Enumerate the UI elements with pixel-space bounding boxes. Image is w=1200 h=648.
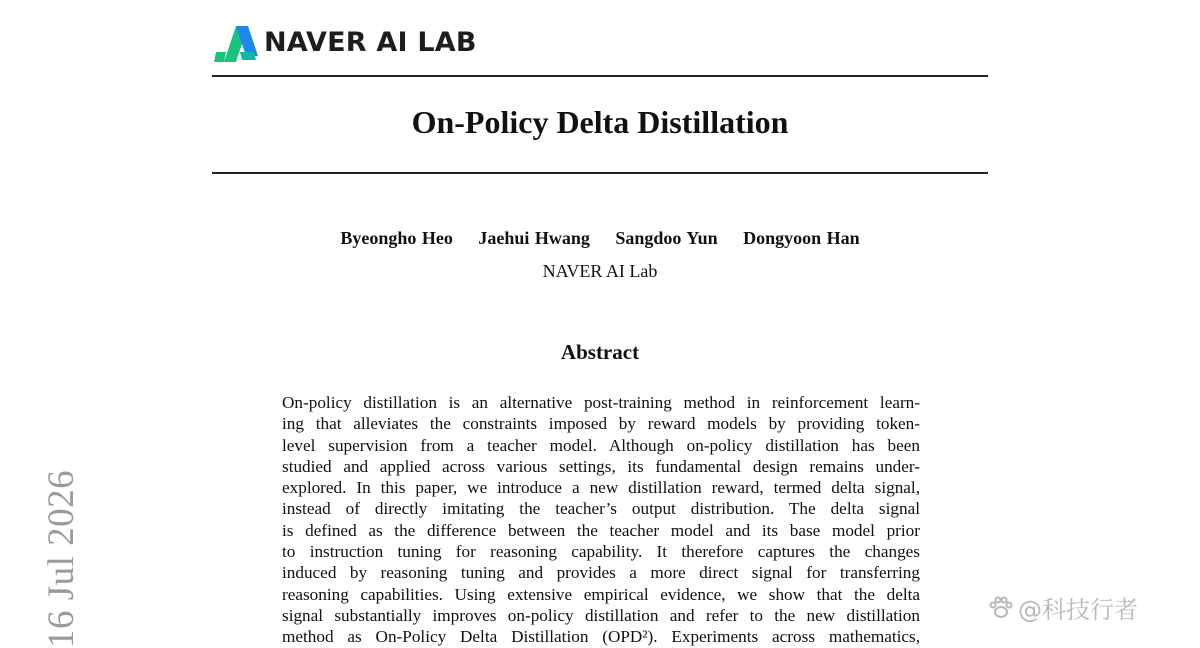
author-name: Jaehui Hwang	[478, 228, 590, 248]
abstract-body	[282, 392, 920, 648]
abstract-line: instead of directly imitating the teacher’s output distribution. The delta signal	[282, 499, 920, 519]
watermark	[988, 590, 1138, 625]
paper-title: On-Policy Delta Distillation	[411, 104, 789, 140]
abstract-line: is defined as the difference between the teacher model and its base model prior	[282, 520, 920, 540]
abstract-line: explored. In this paper, we introduce a new distillation reward, termed delta signal,	[282, 478, 920, 498]
author-name: Dongyoon Han	[743, 228, 860, 248]
abstract-line: On-policy distillation is an alternative post-training method in reinforcement learn-	[282, 393, 920, 412]
abstract-line: method as On-Policy Delta Distillation (OPD²). Experiments across mathematics,	[282, 627, 920, 647]
author-name: Sangdoo Yun	[615, 228, 718, 248]
arxiv-margin-date: 16 Jul 2026	[41, 469, 82, 648]
bottom-rule	[212, 172, 988, 174]
naver-logo-icon	[214, 22, 258, 62]
abstract-line: reasoning capabilities. Using extensive empirical evidence, we show that the delta	[282, 584, 920, 604]
abstract-line: studied and applied across various settings, its fundamental design remains under-	[282, 456, 920, 476]
abstract-line: ing that alleviates the constraints imposed by reward models by providing token-	[282, 414, 920, 434]
paw-icon	[988, 596, 1014, 620]
abstract-line: level supervision from a teacher model. Although on-policy distillation has been	[282, 435, 920, 455]
watermark-text: @科技行者	[1018, 596, 1138, 624]
author-name: Byeongho Heo	[340, 228, 453, 248]
naver-ai-lab-logo	[214, 20, 477, 64]
abstract-heading: Abstract	[560, 340, 640, 364]
abstract-line: to instruction tuning for reasoning capability. It therefore captures the changes	[282, 542, 920, 562]
author-list	[212, 228, 988, 249]
abstract-line: signal substantially improves on-policy distillation and refer to the new distillation	[282, 605, 920, 625]
logo-text: NAVER AI LAB	[264, 26, 477, 58]
top-rule	[212, 75, 988, 77]
affiliation: NAVER AI Lab	[542, 261, 658, 281]
abstract-line: induced by reasoning tuning and provides a more direct signal for transferring	[282, 563, 920, 583]
